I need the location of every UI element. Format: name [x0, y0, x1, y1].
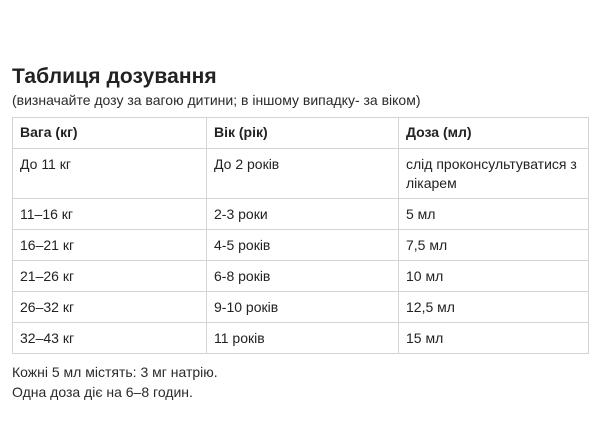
dose-cell: 7,5 мл [399, 230, 589, 261]
weight-cell: 26–32 кг [13, 292, 207, 323]
age-cell: 9-10 років [207, 292, 399, 323]
weight-cell: 16–21 кг [13, 230, 207, 261]
age-cell: 2-3 роки [207, 199, 399, 230]
column-header-weight: Вага (кг) [13, 118, 207, 149]
age-cell: До 2 років [207, 149, 399, 199]
weight-cell: 32–43 кг [13, 323, 207, 354]
weight-cell: 21–26 кг [13, 261, 207, 292]
dosage-document [12, 64, 588, 402]
dose-cell: 12,5 мл [399, 292, 589, 323]
page-title: Таблиця дозування [12, 65, 217, 88]
table-row [13, 323, 589, 354]
table-row [13, 149, 589, 199]
age-cell: 11 років [207, 323, 399, 354]
table-row [13, 199, 589, 230]
weight-cell: До 11 кг [13, 149, 207, 199]
table-row [13, 261, 589, 292]
dose-cell: слід проконсультуватися з лікарем [399, 149, 589, 199]
note-sodium: Кожні 5 мл містять: 3 мг натрію. [12, 364, 218, 380]
table-row [13, 230, 589, 261]
column-header-age: Вік (рік) [207, 118, 399, 149]
note-duration: Одна доза діє на 6–8 годин. [12, 384, 193, 400]
dose-cell: 5 мл [399, 199, 589, 230]
page-subtitle: (визначайте дозу за вагою дитини; в іншому випадку- за віком) [12, 92, 421, 108]
dose-cell: 10 мл [399, 261, 589, 292]
weight-cell: 11–16 кг [13, 199, 207, 230]
age-cell: 4-5 років [207, 230, 399, 261]
table-header-row [13, 118, 589, 149]
age-cell: 6-8 років [207, 261, 399, 292]
dose-cell: 15 мл [399, 323, 589, 354]
dosage-table [12, 117, 589, 354]
notes [12, 362, 588, 402]
column-header-dose: Доза (мл) [399, 118, 589, 149]
table-row [13, 292, 589, 323]
